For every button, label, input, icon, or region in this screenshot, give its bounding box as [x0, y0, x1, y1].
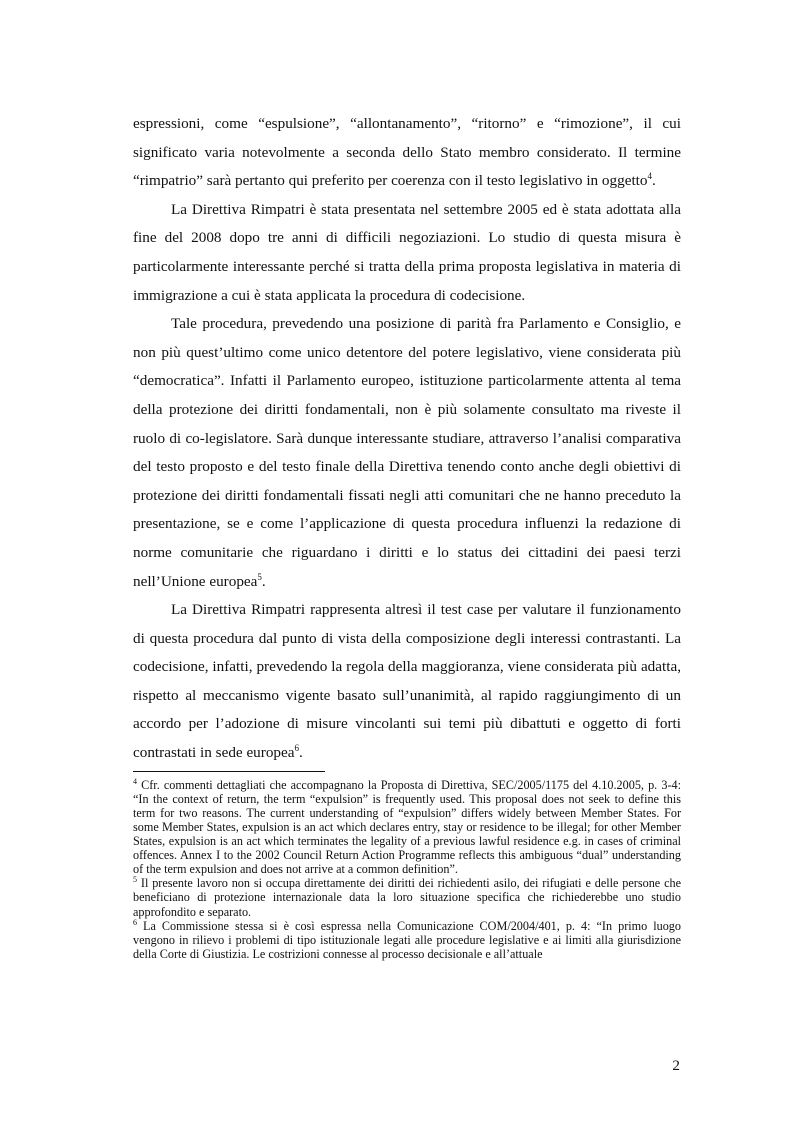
footnote [133, 876, 681, 918]
paragraph-text: Tale procedura, prevedendo una posizione di parità fra Parlamento e Consiglio, e non più quest’ultimo come unico detentore del potere legislativo, viene considerata più “democratica”. Infatti il Parlamento europeo, istituzione particolarmente attenta al tema della protezione dei diritti fondamentali, non è più solamente consultato ma riveste il ruolo di co-legislatore. Sarà dunque interessante studiare, attraverso l’analisi comparativa del testo proposto e del testo finale della Direttiva tenendo conto anche degli obiettivi di protezione dei diritti fondamentali fissati negli atti comunitari che ne hanno preceduto la presentazione, se e come l’applicazione di questa procedura influenzi la redazione di norme comunitarie che riguardano i diritti e lo status dei cittadini dei paesi terzi nell’Unione europea [133, 315, 681, 590]
paragraph-text: La Direttiva Rimpatri è stata presentata nel settembre 2005 ed è stata adottata alla fine del 2008 dopo tre anni di difficili negoziazioni. Lo studio di questa misura è particolarmente interessante perché si tratta della prima proposta legislativa in materia di immigrazione a cui è stata applicata la procedura di codecisione. [133, 200, 681, 304]
footnote-separator [133, 771, 325, 772]
footnote-text: La Commissione stessa si è così espressa nella Comunicazione COM/2004/401, p. 4: “In primo luogo vengono in rilievo i problemi di tipo istituzionale legati alle procedure legislative e ai limiti alla giurisdizione della Corte di Giustizia. Le costrizioni connesse al processo decisionale e all’attuale [133, 918, 681, 961]
page-body [133, 110, 681, 961]
footnote-text: Cfr. commenti dettagliati che accompagnano la Proposta di Direttiva, SEC/2005/1175 del 4.10.2005, p. 3-4: “In the context of return, the term “expulsion” is frequently used. This proposal does not seek to define this term for two reasons. The current understanding of “expulsion” differs widely between Member States. For some Member States, expulsion is an act which declares entry, stay or residence to be illegal; for other Member States, expulsion is an act which terminates the legality of a previous lawful residence e.g. in cases of criminal offences. Annex I to the 2002 Council Return Action Programme reflects this ambiguous “dual” understanding of the term expulsion and does not arrive at a common definition”. [133, 777, 681, 877]
footnote-reference[interactable]: 4 [647, 171, 652, 182]
paragraph [133, 310, 681, 596]
footnotes [133, 778, 681, 961]
footnote [133, 778, 681, 877]
footnote-number: 4 [133, 776, 137, 786]
paragraph-continuation [133, 110, 681, 196]
paragraph-end: . [261, 572, 266, 590]
footnote-number: 5 [133, 875, 137, 885]
paragraph-end: . [299, 744, 303, 762]
paragraph-text: espressioni, come “espulsione”, “allontanamento”, “ritorno” e “rimozione”, il cui significato varia notevolmente a seconda dello Stato membro considerato. Il termine “rimpatrio” sarà pertanto qui preferito per coerenza con il testo legislativo in oggetto [133, 115, 681, 190]
paragraph-text: La Direttiva Rimpatri rappresenta altresì il test case per valutare il funzionamento di questa procedura dal punto di vista della composizione degli interessi contrastanti. La codecisione, infatti, prevedendo la regola della maggioranza, viene considerata più adatta, rispetto al meccanismo vigente basato sull’unanimità, al rapido raggiungimento di un accordo per l’adozione di misure vincolanti sui temi più dibattuti e oggetto di forti contrastati in sede europea [133, 601, 681, 762]
paragraph [133, 596, 681, 768]
footnote-number: 6 [133, 917, 137, 927]
footnote [133, 919, 681, 961]
paragraph-end: . [652, 172, 656, 190]
page-number: 2 [672, 1057, 680, 1074]
footnote-reference[interactable]: 6 [294, 743, 300, 754]
footnote-reference[interactable]: 5 [257, 571, 262, 582]
footnote-text: Il presente lavoro non si occupa direttamente dei diritti dei richiedenti asilo, dei rifugiati e delle persone che beneficiano di protezione internazionale data la loro situazione specifica che richiederebbe uno studio approfondito e separato. [133, 876, 681, 919]
paragraph [133, 196, 681, 310]
